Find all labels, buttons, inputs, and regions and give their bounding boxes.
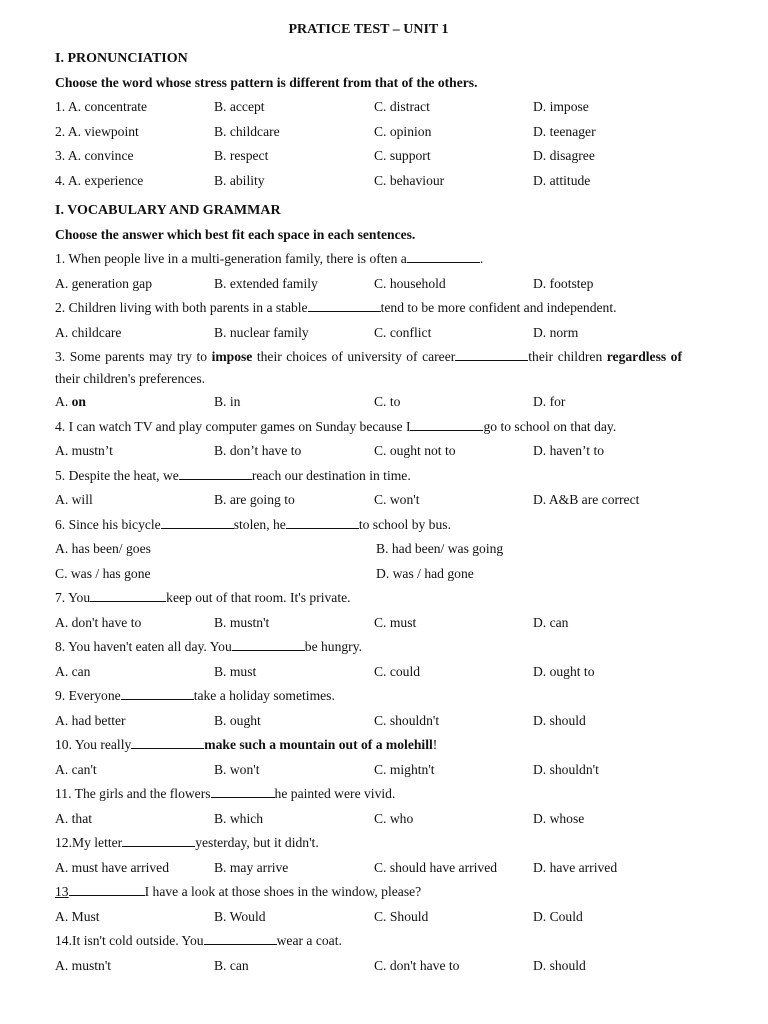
option-d: D. haven’t to <box>532 443 605 458</box>
option-b: B. may arrive <box>213 859 289 875</box>
option-a: A. can't <box>55 761 97 777</box>
option-label: A. <box>55 394 72 409</box>
question-text: keep out of that room. It's private. <box>166 590 351 605</box>
option-a: 2. A. viewpoint <box>55 123 139 139</box>
options-11 <box>55 807 682 832</box>
question-2 <box>55 296 682 321</box>
question-8 <box>55 635 682 660</box>
option-d: D. ought to <box>532 663 595 679</box>
question-text: their choices of university of career <box>252 349 456 364</box>
option-a: A. that <box>55 810 92 826</box>
option-a: 1. A. concentrate <box>55 99 148 114</box>
option-c: C. was / has gone <box>55 565 151 581</box>
option-b: B. can <box>213 957 249 973</box>
question-text: yesterday, but it didn't. <box>195 835 319 850</box>
option-a: A. must have arrived <box>55 859 170 875</box>
option-b: B. accept <box>213 99 265 114</box>
question-text: 4. I can watch TV and play computer games on Sunday because I <box>55 418 411 434</box>
option-d: D. impose <box>532 99 589 114</box>
option-a: A. don't have to <box>55 614 142 630</box>
options-5 <box>55 488 682 513</box>
question-text: be hungry. <box>304 639 363 654</box>
question-text: he painted were vivid. <box>274 786 396 801</box>
option-d: D. should <box>532 957 586 973</box>
option-b: B. don’t have to <box>213 443 302 458</box>
options-9 <box>55 709 682 734</box>
option-a: A. childcare <box>55 324 122 340</box>
option-d: D. disagree <box>532 148 595 163</box>
question-text: their children <box>528 349 607 364</box>
option-c: C. household <box>373 275 446 291</box>
option-b: B. which <box>213 810 264 826</box>
option-c: C. mightn't <box>373 761 435 777</box>
option-d: D. shouldn't <box>532 761 599 777</box>
question-text: wear a coat. <box>276 933 342 948</box>
question-text: reach our destination in time. <box>251 467 411 483</box>
question-5 <box>55 464 682 489</box>
option-c: C. conflict <box>373 324 432 340</box>
option-d: D. attitude <box>532 172 591 188</box>
question-text: go to school on that day. <box>483 418 617 434</box>
option-d: D. should <box>532 712 586 728</box>
page-title: PRATICE TEST – UNIT 1 <box>288 22 449 37</box>
options-3 <box>55 390 682 415</box>
answer-blank <box>161 516 234 529</box>
question-text: 8. You haven't eaten all day. You <box>55 639 232 654</box>
question-text: ! <box>432 737 438 752</box>
question-text: I have a look at those shoes in the window, please? <box>144 884 422 899</box>
question-10 <box>55 733 682 758</box>
question-keyword: regardless of <box>606 349 682 364</box>
question-text: 9. Everyone <box>55 688 121 703</box>
option-a: A. Must <box>55 908 100 924</box>
options-2 <box>55 321 682 346</box>
option-a: A. has been/ goes <box>55 541 151 556</box>
option-d: D. was / had gone <box>376 565 474 581</box>
option-b: B. must <box>213 663 257 679</box>
option-b: B. nuclear family <box>213 324 309 340</box>
section-heading-pronunciation: I. PRONUNCIATION <box>55 51 188 66</box>
option-a <box>55 390 214 415</box>
option-c: C. won't <box>373 492 420 507</box>
option-a: A. generation gap <box>55 275 153 291</box>
options-7 <box>55 611 682 636</box>
question-text: 7. You <box>55 590 91 605</box>
options-6b <box>55 562 682 587</box>
question-text: take a holiday sometimes. <box>193 688 335 703</box>
option-b: B. won't <box>213 761 260 777</box>
option-b: B. Would <box>213 908 266 924</box>
question-3 <box>55 345 682 390</box>
option-c: C. Should <box>373 908 429 924</box>
option-c: C. behaviour <box>373 172 445 188</box>
question-9 <box>55 684 682 709</box>
question-text: 6. Since his bicycle <box>55 516 161 532</box>
option-b: B. extended family <box>213 275 318 291</box>
answer-blank <box>69 883 145 896</box>
answer-blank <box>211 785 275 798</box>
question-12 <box>55 831 682 856</box>
question-keyword: impose <box>211 349 253 364</box>
option-b: B. childcare <box>213 123 280 139</box>
option-b: B. respect <box>213 148 269 163</box>
question-text: 1. When people live in a multi-generation family, there is often a <box>55 251 407 266</box>
question-text: 14.It isn't cold outside. You <box>55 933 204 948</box>
pronunciation-item <box>55 120 682 145</box>
option-d: D. footstep <box>532 275 594 291</box>
question-text: 10. You really <box>55 737 132 752</box>
option-text: on <box>71 394 86 409</box>
option-c: C. could <box>373 663 421 679</box>
option-d: D. whose <box>532 810 585 826</box>
answer-blank <box>121 687 194 700</box>
options-8 <box>55 660 682 685</box>
option-b: B. mustn't <box>213 614 270 630</box>
option-c: C. distract <box>373 99 430 114</box>
option-c: C. to <box>373 394 401 409</box>
question-text: 12.My letter <box>55 835 123 850</box>
pronunciation-item <box>55 169 682 194</box>
question-text: . <box>479 251 484 266</box>
option-a: A. had better <box>55 712 126 728</box>
option-b: B. in <box>213 394 241 409</box>
answer-blank <box>131 736 204 749</box>
answer-blank <box>179 467 252 480</box>
option-c: C. ought not to <box>373 443 456 458</box>
option-c: C. shouldn't <box>373 712 440 728</box>
option-d: D. Could <box>532 908 583 924</box>
option-c: C. opinion <box>373 123 432 139</box>
option-a: A. will <box>55 492 93 507</box>
options-6a <box>55 537 682 562</box>
question-6 <box>55 513 682 538</box>
answer-blank <box>204 932 277 945</box>
options-10 <box>55 758 682 783</box>
question-13 <box>55 880 682 905</box>
question-11 <box>55 782 682 807</box>
answer-blank <box>308 299 381 312</box>
question-text: 11. The girls and the flowers <box>55 786 211 801</box>
options-4 <box>55 439 682 464</box>
question-text: tend to be more confident and independent. <box>380 300 617 315</box>
option-d: D. have arrived <box>532 859 618 875</box>
options-13 <box>55 905 682 930</box>
option-d: D. can <box>532 614 569 630</box>
question-text: their children's preferences. <box>55 371 206 386</box>
question-7 <box>55 586 682 611</box>
option-a: A. can <box>55 663 91 679</box>
option-a: A. mustn't <box>55 957 112 973</box>
pronunciation-item <box>55 144 682 169</box>
option-c: C. must <box>373 614 417 630</box>
option-d: D. A&B are correct <box>532 492 640 507</box>
answer-blank <box>232 638 305 651</box>
option-c: C. who <box>373 810 414 826</box>
option-c: C. don't have to <box>373 957 460 973</box>
option-a: A. mustn’t <box>55 443 113 458</box>
pronunciation-list <box>55 95 682 193</box>
option-a: 3. A. convince <box>55 148 134 163</box>
option-d: D. norm <box>532 324 579 340</box>
option-a: 4. A. experience <box>55 172 144 188</box>
pronunciation-item <box>55 95 682 120</box>
answer-blank <box>90 589 166 602</box>
answer-blank <box>410 418 483 431</box>
answer-blank <box>122 834 195 847</box>
question-4 <box>55 415 682 440</box>
option-d: D. for <box>532 394 566 409</box>
options-12 <box>55 856 682 881</box>
answer-blank <box>455 348 528 361</box>
question-text: to school by bus. <box>358 516 451 532</box>
options-14 <box>55 954 682 979</box>
answer-blank <box>286 516 359 529</box>
question-1 <box>55 247 682 272</box>
question-text: stolen, he <box>233 516 286 532</box>
question-14 <box>55 929 682 954</box>
question-text: 5. Despite the heat, we <box>55 467 179 483</box>
question-text: 3. Some parents may try to <box>55 349 212 364</box>
option-b: B. are going to <box>213 492 295 507</box>
options-1 <box>55 272 682 297</box>
option-b: B. ability <box>213 172 265 188</box>
option-b: B. had been/ was going <box>376 541 504 556</box>
instruction-pronunciation: Choose the word whose stress pattern is different from that of the others. <box>55 75 478 90</box>
question-keyword: make such a mountain out of a molehill <box>204 737 433 752</box>
option-c: C. support <box>373 148 431 163</box>
section-heading-vocabulary: I. VOCABULARY AND GRAMMAR <box>55 203 281 218</box>
answer-blank <box>407 250 480 263</box>
option-d: D. teenager <box>532 123 596 139</box>
question-text: 2. Children living with both parents in a stable <box>55 300 308 315</box>
option-b: B. ought <box>213 712 261 728</box>
question-number: 13 <box>55 884 69 899</box>
instruction-vocabulary: Choose the answer which best fit each space in each sentences. <box>55 227 416 242</box>
option-c: C. should have arrived <box>373 859 498 875</box>
